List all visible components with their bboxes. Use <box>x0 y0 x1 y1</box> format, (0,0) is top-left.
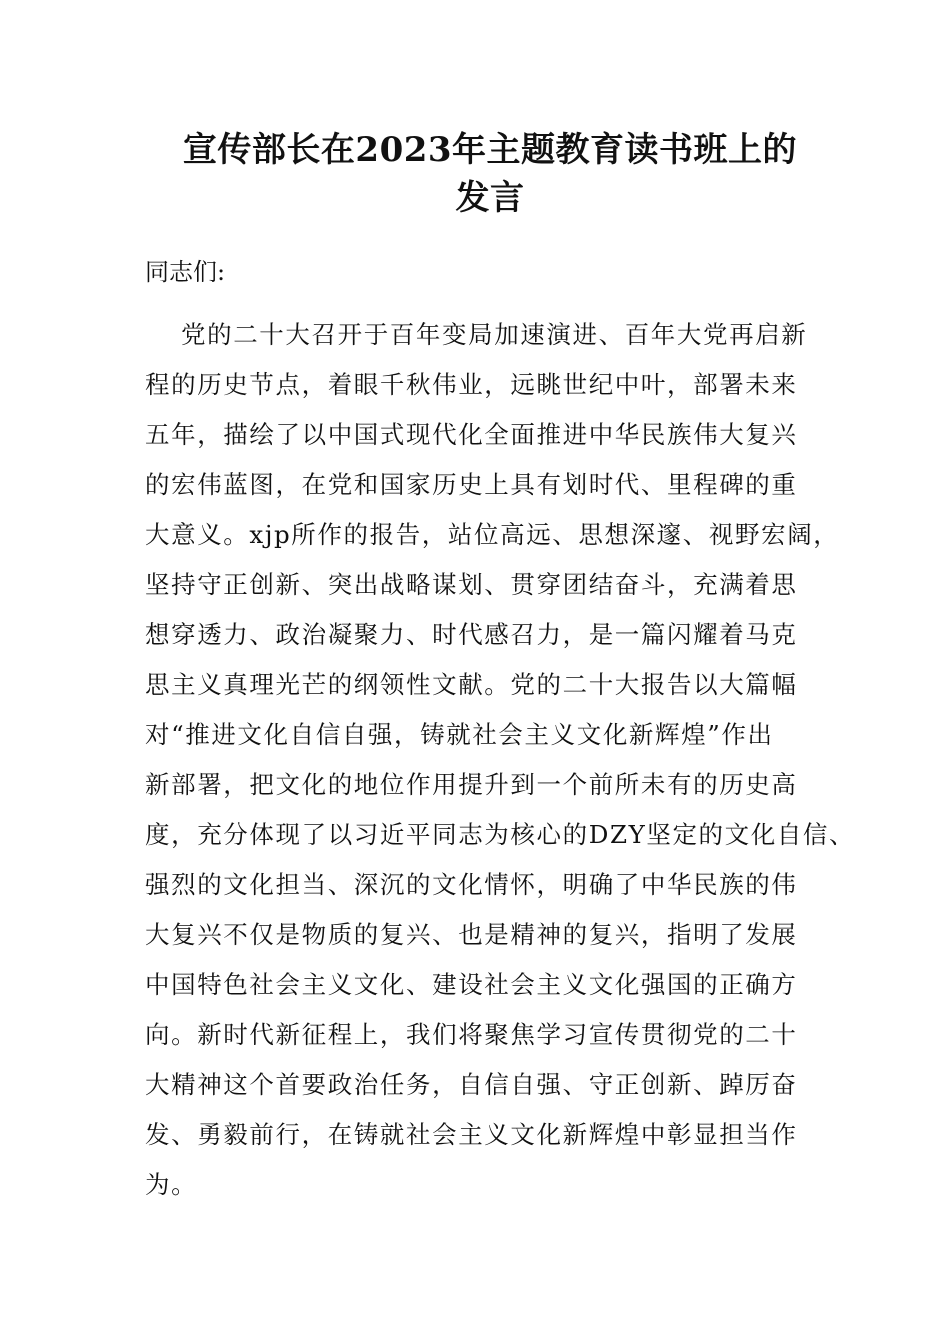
paragraph-line: 对“推进文化自信自强，铸就社会主义文化新辉煌”作出 <box>145 720 774 749</box>
body-paragraph <box>145 316 856 1216</box>
paragraph-line: 程的历史节点，着眼千秋伟业，远眺世纪中叶，部署未来 <box>145 370 798 399</box>
paragraph-line: 大意义。xjp所作的报告，站位高远、思想深邃、视野宏阔， <box>145 520 840 549</box>
paragraph-line: 度，充分体现了以习近平同志为核心的DZY坚定的文化自信、 <box>145 820 856 849</box>
paragraph-line: 大精神这个首要政治任务，自信自强、守正创新、踔厉奋 <box>145 1070 798 1099</box>
paragraph-line: 坚持守正创新、突出战略谋划、贯穿团结奋斗，充满着思 <box>145 570 798 599</box>
title-line-2: 发言 <box>455 178 525 218</box>
paragraph-line: 大复兴不仅是物质的复兴、也是精神的复兴，指明了发展 <box>145 920 798 949</box>
title-line-1: 宣传部长在2023年主题教育读书班上的 <box>182 130 798 170</box>
paragraph-line: 五年，描绘了以中国式现代化全面推进中华民族伟大复兴 <box>145 420 798 449</box>
paragraph-line: 的宏伟蓝图，在党和国家历史上具有划时代、里程碑的重 <box>145 470 798 499</box>
paragraph-line: 想穿透力、政治凝聚力、时代感召力，是一篇闪耀着马克 <box>145 620 798 649</box>
paragraph-line: 为。 <box>145 1170 198 1199</box>
paragraph-line: 思主义真理光芒的纲领性文献。党的二十大报告以大篇幅 <box>145 670 798 699</box>
paragraph-line: 发、勇毅前行，在铸就社会主义文化新辉煌中彰显担当作 <box>145 1120 798 1149</box>
paragraph-line: 中国特色社会主义文化、建设社会主义文化强国的正确方 <box>145 970 798 999</box>
document-title <box>145 126 835 222</box>
paragraph-line: 党的二十大召开于百年变局加速演进、百年大党再启新 <box>181 320 808 349</box>
salutation: 同志们: <box>145 258 226 286</box>
paragraph-line: 新部署，把文化的地位作用提升到一个前所未有的历史高 <box>145 770 798 799</box>
paragraph-line: 强烈的文化担当、深沉的文化情怀，明确了中华民族的伟 <box>145 870 798 899</box>
paragraph-line: 向。新时代新征程上，我们将聚焦学习宣传贯彻党的二十 <box>145 1020 798 1049</box>
